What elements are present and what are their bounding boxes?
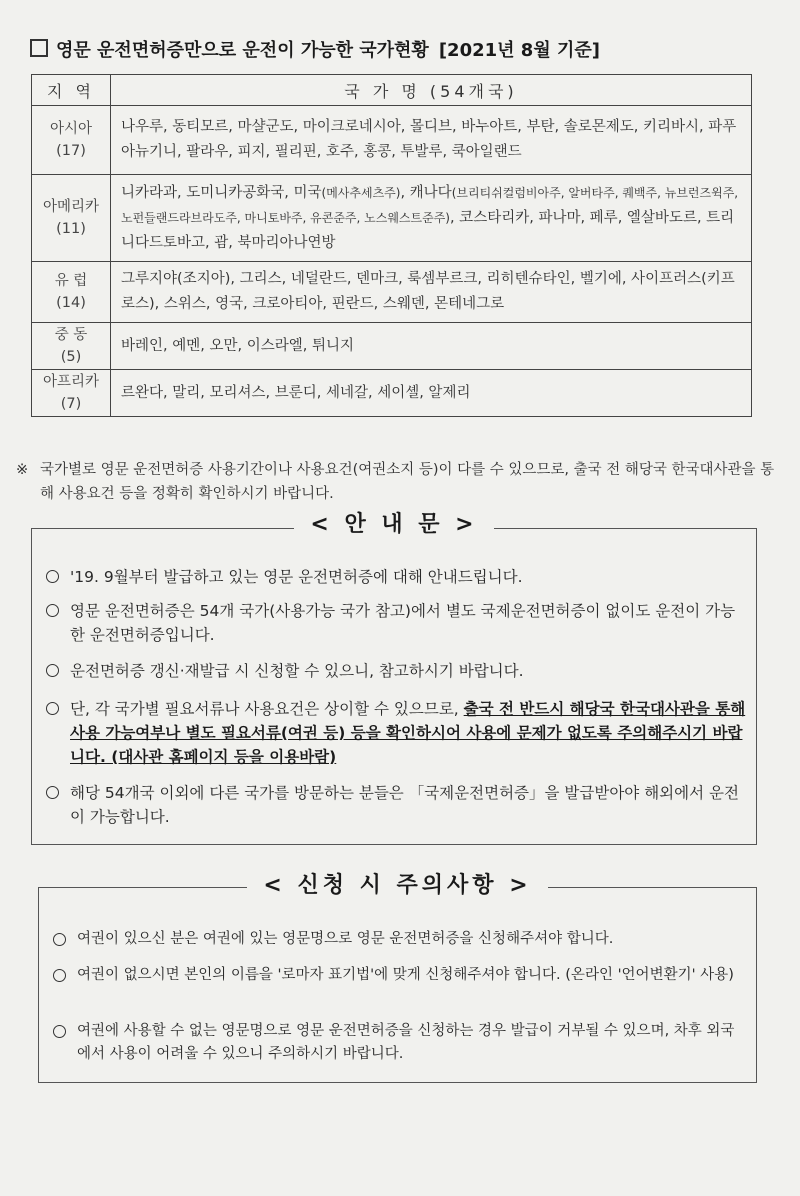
country-list: 그루지야(조지아), 그리스, 네덜란드, 덴마크, 룩셈부르크, 리히텐슈타인, 벨기에, 사이프러스(키프로스), 스위스, 영국, 크로아티아, 핀란드, 스웨덴, 몬테네그로: [111, 262, 752, 323]
region-cell: [32, 175, 111, 262]
notice-title: [32, 507, 756, 538]
caution-item: [53, 928, 743, 951]
circle-bullet-icon: [46, 570, 59, 583]
table-header-row: [32, 75, 752, 106]
region-count: (5): [60, 349, 82, 365]
region-count: (7): [60, 396, 82, 412]
region-name: 아메리카: [42, 199, 100, 215]
table-row-asia: [32, 106, 752, 175]
notice-item: [46, 599, 746, 647]
table-row-america: [32, 175, 752, 262]
title-text: 영문 운전면허증만으로 운전이 가능한 국가현황: [56, 40, 429, 61]
circle-bullet-icon: [46, 604, 59, 617]
region-name: 중 동: [54, 327, 88, 343]
country-note: (브리티쉬컬럼비아주, 알버타주, 퀘백주, 뉴브런즈윅주, 노펀들랜드라브라도주, 마니토바주, 유콘준주, 노스웨스트준주): [121, 185, 739, 225]
table-row-middle-east: [32, 323, 752, 370]
checkbox-square-icon: [30, 39, 48, 57]
country-text: , 캐나다: [400, 184, 452, 201]
country-list: [111, 175, 752, 262]
country-note: (메사추세츠주): [321, 185, 401, 200]
region-name: 아프리카: [42, 374, 100, 390]
footnote: [16, 458, 776, 506]
circle-bullet-icon: [46, 664, 59, 677]
circle-bullet-icon: [46, 786, 59, 799]
notice-item: [46, 697, 746, 769]
notice-item: [46, 659, 746, 683]
region-count: (14): [56, 295, 86, 311]
reference-mark: ※: [16, 462, 29, 478]
region-count: (11): [56, 221, 86, 237]
circle-bullet-icon: [46, 702, 59, 715]
country-list: 나우루, 동티모르, 마샬군도, 마이크로네시아, 몰디브, 바누아트, 부탄, 솔로몬제도, 키리바시, 파푸아뉴기니, 팔라우, 피지, 필리핀, 호주, 홍콩, 투발루, 쿡아일랜드: [111, 106, 752, 175]
country-list: 르완다, 말리, 모리셔스, 브룬디, 세네갈, 세이셸, 알제리: [111, 370, 752, 417]
notice-item-text: '19. 9월부터 발급하고 있는 영문 운전면허증에 대해 안내드립니다.: [70, 568, 523, 586]
notice-emphasis-text: 출국 전 반드시 해당국 한국대사관을 통해 사용 가능여부나 별도 필요서류(여권 등) 등을 확인하시어 사용에 문제가 없도록 주의해주시기 바랍니다. (대사관 홈페이지 등을 이용바람): [70, 700, 746, 766]
header-region: 지 역: [32, 75, 111, 106]
country-table: [31, 74, 752, 417]
caution-item-text: 여권에 사용할 수 없는 영문명으로 영문 운전면허증을 신청하는 경우 발급이 거부될 수 있으며, 차후 외국에서 사용이 어려울 수 있으니 주의하시기 바랍니다.: [77, 1023, 735, 1062]
caution-item-text: 여권이 있으신 분은 여권에 있는 영문명으로 영문 운전면허증을 신청해주셔야 합니다.: [77, 931, 614, 947]
notice-plain-text: 단, 각 국가별 필요서류나 사용요건은 상이할 수 있으므로,: [70, 700, 464, 718]
notice-item: [46, 565, 746, 589]
title-date: [2021년 8월 기준]: [438, 40, 600, 61]
caution-item-text: 여권이 없으시면 본인의 이름을 '로마자 표기법'에 맞게 신청해주셔야 합니다. (온라인 '언어변환기' 사용): [77, 967, 734, 983]
caution-title-text: < 신청 시 주의사항 >: [247, 873, 547, 898]
circle-bullet-icon: [53, 969, 66, 982]
header-countries: 국 가 명 (54개국): [111, 75, 752, 106]
caution-box: [38, 873, 757, 1083]
region-cell: [32, 262, 111, 323]
notice-box: [31, 512, 757, 845]
country-list: 바레인, 예멘, 오만, 이스라엘, 튀니지: [111, 323, 752, 370]
notice-title-text: < 안 내 문 >: [294, 512, 493, 537]
notice-item-text: 운전면허증 갱신·재발급 시 신청할 수 있으니, 참고하시기 바랍니다.: [70, 662, 524, 680]
notice-item-text: [70, 697, 746, 769]
notice-item: [46, 781, 746, 829]
table-row-europe: [32, 262, 752, 323]
region-count: (17): [56, 143, 86, 159]
country-text: , 코스타리카, 파나마, 페루, 엘살바도르, 트리니다드토바고, 괌, 북마리아나연방: [121, 209, 735, 251]
country-text: 니카라과, 도미니카공화국, 미국: [121, 184, 322, 201]
caution-item: [53, 964, 743, 987]
region-cell: [32, 323, 111, 370]
region-name: 유 럽: [54, 273, 88, 289]
circle-bullet-icon: [53, 1025, 66, 1038]
caution-item: [53, 1020, 743, 1066]
circle-bullet-icon: [53, 933, 66, 946]
table-row-africa: [32, 370, 752, 417]
region-cell: [32, 106, 111, 175]
region-cell: [32, 370, 111, 417]
caution-title: [39, 868, 756, 899]
notice-item-text: 영문 운전면허증은 54개 국가(사용가능 국가 참고)에서 별도 국제운전면허증이 없이도 운전이 가능한 운전면허증입니다.: [70, 602, 736, 644]
region-name: 아시아: [49, 121, 93, 137]
footnote-text: 국가별로 영문 운전면허증 사용기간이나 사용요건(여권소지 등)이 다를 수 있으므로, 출국 전 해당국 한국대사관을 통해 사용요건 등을 정확히 확인하시기 바랍니다.: [40, 462, 775, 502]
notice-item-text: 해당 54개국 이외에 다른 국가를 방문하는 분들은 「국제운전면허증」을 발급받아야 해외에서 운전이 가능합니다.: [70, 784, 739, 826]
page-title: [30, 36, 600, 62]
